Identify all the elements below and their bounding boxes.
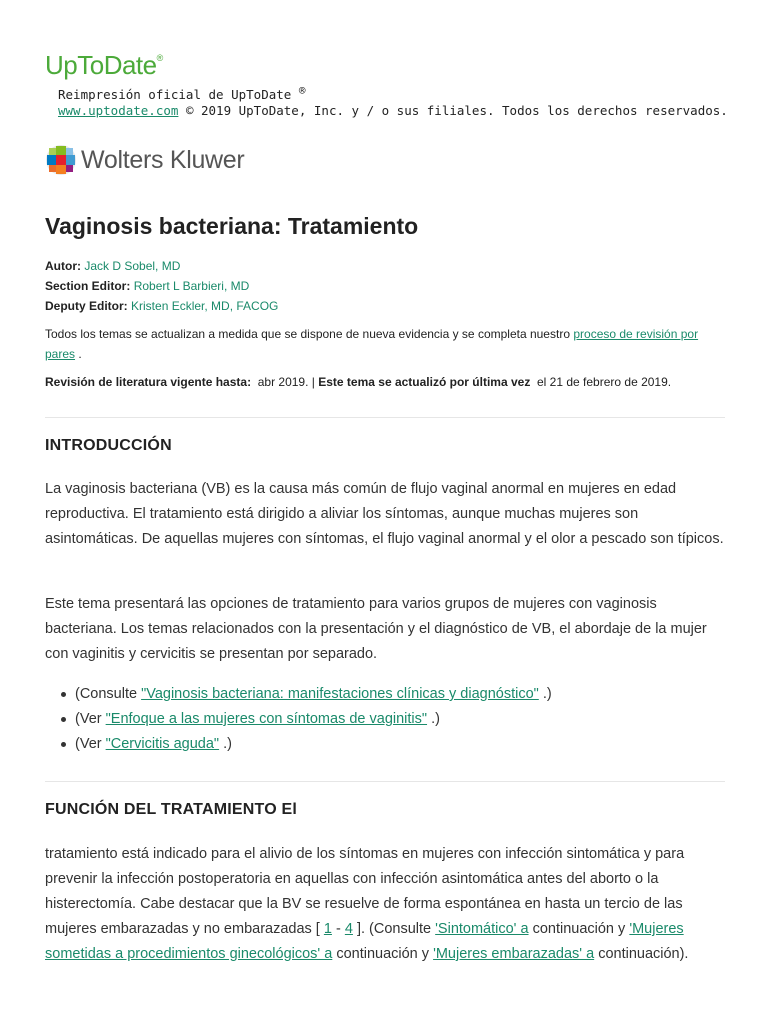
update-note: Todos los temas se actualizan a medida que se dispone de nueva evidencia y se completa nuestro proceso de revisión por pares . (45, 327, 699, 361)
list-item: (Ver "Cervicitis aguda" .) (45, 732, 725, 757)
review-dates: Revisión de literatura vigente hasta: abr 2019. | Este tema se actualizó por última vez el 21 de febrero de 2019. (45, 375, 672, 389)
section-link-symptomatic[interactable]: 'Sintomático' a (435, 921, 529, 937)
reference-link-1[interactable]: 1 (323, 921, 332, 937)
intro-paragraph-2: Este tema presentará las opciones de tratamiento para varios grupos de mujeres con vaginosis bacteriana. Los temas relacionados con la presentación y el diagnóstico de VB, el abordaje de la mujer con vaginitis y cervicitis se presentan por separado. (45, 596, 707, 662)
uptodate-logo: UpToDate® (45, 50, 163, 80)
section-editor-link[interactable]: Robert L Barbieri, MD (133, 279, 250, 293)
reprint-notice: Reimpresión oficial de UpToDate ® (58, 84, 306, 103)
author-link[interactable]: Jack D Sobel, MD (84, 259, 181, 273)
function-heading: FUNCIÓN DEL TRATAMIENTO El (45, 801, 298, 818)
divider (45, 781, 725, 782)
topic-link-cervicitis[interactable]: "Cervicitis aguda" (105, 736, 220, 752)
author-line: Autor: Jack D Sobel, MD (45, 259, 181, 273)
function-paragraph: tratamiento está indicado para el alivio de los síntomas en mujeres con infección sintomática y para prevenir la infección postoperatoria en aquellas con infección asintomática antes del aborto o la histerectomía. Cabe destacar que la BV se resuelve de forma espontánea en hasta un tercio de las mujeres embarazadas y no embarazadas [ 1 - 4 ]. (Consulte 'Sintomático' a continuación y 'Mujeres sometidas a procedimientos ginecológicos' a continuación y 'Mujeres embarazadas' a continuación). (45, 846, 689, 962)
section-editor-line: Section Editor: Robert L Barbieri, MD (45, 279, 250, 293)
intro-paragraph-1: La vaginosis bacteriana (VB) es la causa más común de flujo vaginal anormal en mujeres en edad reproductiva. El tratamiento está dirigido a aliviar los síntomas, aunque muchas mujeres son asintomáticas. De aquellas mujeres con síntomas, el flujo vaginal anormal y el olor a pescado son típicos. (45, 481, 724, 547)
peer-review-link[interactable]: proceso de revisión por pares (45, 327, 699, 361)
uptodate-link[interactable]: www.uptodate.com (58, 103, 179, 118)
wolters-kluwer-logo (45, 144, 244, 176)
intro-heading: INTRODUCCIÓN (45, 437, 172, 454)
deputy-editor-line: Deputy Editor: Kristen Eckler, MD, FACOG (45, 299, 279, 313)
divider (45, 417, 725, 418)
list-item: (Ver "Enfoque a las mujeres con síntomas de vaginitis" .) (45, 707, 725, 732)
wolters-kluwer-mark-icon (45, 144, 77, 176)
page-title: Vaginosis bacteriana: Tratamiento (45, 213, 419, 239)
reference-link-4[interactable]: 4 (344, 921, 353, 937)
section-link-gynecologic-procedures[interactable]: 'Mujeres sometidas a procedimientos ginecológicos' a (45, 921, 684, 962)
related-topics-list (45, 682, 725, 757)
deputy-editor-link[interactable]: Kristen Eckler, MD, FACOG (131, 299, 279, 313)
list-item: (Consulte "Vaginosis bacteriana: manifestaciones clínicas y diagnóstico" .) (45, 682, 725, 707)
section-link-pregnant-women[interactable]: 'Mujeres embarazadas' a (433, 946, 595, 962)
copyright-line: www.uptodate.com © 2019 UpToDate, Inc. y / o sus filiales. Todos los derechos reservados. (58, 103, 728, 118)
topic-link-vb-diagnosis[interactable]: "Vaginosis bacteriana: manifestaciones clínicas y diagnóstico" (141, 686, 539, 702)
topic-link-vaginitis[interactable]: "Enfoque a las mujeres con síntomas de vaginitis" (105, 711, 428, 727)
wolters-kluwer-name: Wolters Kluwer (81, 145, 245, 174)
